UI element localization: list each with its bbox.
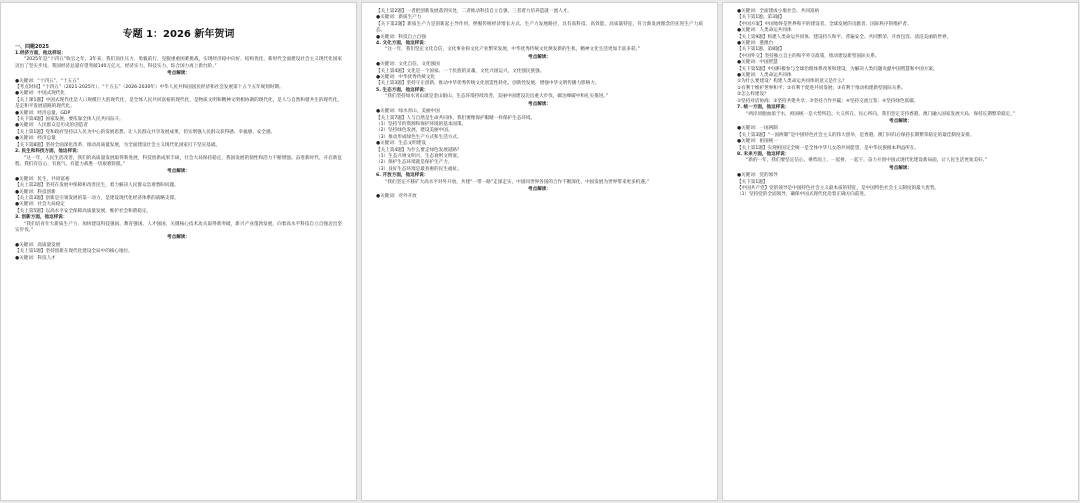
document-page-2: [361, 2, 718, 501]
keypoint-line: ●关键词：经济总量、GDP: [15, 110, 71, 116]
keypoint-line: ●关键词：港澳台: [737, 41, 774, 47]
keypoint-line: 【中国外交】坚持独立自主的和平外交政策，推动建设新型国际关系。: [737, 53, 880, 59]
keypoint-line: ①为什么要建设？构建人类命运共同体的意义是什么？: [737, 79, 847, 85]
keypoint-line: ●关键词：绿水青山、美丽中国: [376, 109, 440, 115]
question-heading: 3. 创新方面，他这样说：: [15, 215, 68, 221]
keypoint-line: ●关键词：生态文明建设: [376, 141, 426, 147]
keypoint-line: 【关上第4题】为什么要走绿色发展道路？: [376, 147, 462, 153]
keypoint-line: ●关键词：中国式现代化: [15, 91, 65, 97]
keypoint-line: 【关上第1题】党和政府坚持以人民为中心的发展思想，让人民群众共享发展成果，切实增强人民群众获得感、幸福感、安全感。: [15, 129, 276, 135]
keypoint-line: 【关下第4题】国家发展，要依靠全体人民共同奋斗。: [15, 117, 124, 123]
keypoint-line: ●关键词：高质量发展: [15, 242, 61, 248]
keypoint-line: 【关下第8题】坚持全面深化改革，推动高质量发展，为全面建设社会主义现代化国家打下坚实基础。: [15, 142, 221, 148]
keypoint-line: ●关键词：祖国统一: [737, 139, 778, 145]
quote-paragraph: “两岸同胞血浓于水，祖国统一是大势所趋、大义所在、民心所向。我们坚定支持香港、澳门融入国家发展大局，保持长期繁荣稳定。”: [746, 111, 1015, 117]
analysis-label: 考点解读：: [889, 118, 912, 124]
keypoint-line: （3）推动形成绿色生产方式和生活方式。: [376, 134, 462, 140]
keypoint-line: （3）良好生态环境是最普惠的民生福祉。: [376, 166, 462, 172]
keypoint-line: ●关键词：人类命运共同体: [737, 73, 792, 79]
question-heading: 5. 生态方面，他这样说：: [376, 87, 429, 93]
page-1-body: [15, 44, 342, 262]
question-heading: 4. 文化方面，他这样说：: [376, 41, 429, 47]
keypoint-line: 【中国方案】中国始终是世界和平的建设者、全球发展的贡献者、国际秩序的维护者。: [737, 21, 912, 27]
quote-paragraph: “我们坚持绿水青山就是金山银山，生态环境持续改善，美丽中国建设迈出重大步伐，碳达峰碳中和扎实推进。”: [385, 94, 608, 100]
quote-paragraph: “新的一年，我们要坚定信心、乘势而上，一起拼、一起干，奋力开创中国式现代化建设新局面，让人民生活更加美好。”: [746, 158, 988, 164]
analysis-label: 考点解读：: [889, 165, 912, 171]
keypoint-line: ●关键词：一国两制: [737, 126, 778, 132]
keypoint-line: 【关下第1题、第3题】: [737, 15, 785, 21]
keypoint-line: 【考点时间】“十四五”（2021-2025年）、“十五五”（2026-2030年）中华人民共和国国民经济和社会发展第十五个五年规划时期。: [15, 85, 284, 91]
document-page-3: [722, 2, 1079, 501]
question-heading: 6. 开放方面，他这样说：: [376, 173, 429, 179]
section-heading: 一、四题2025: [15, 44, 49, 50]
keypoint-line: ●关键词：“十四五”、“十五五”: [15, 78, 80, 84]
keypoint-line: 【关上第7题】人与自然是生命共同体，我们要像保护眼睛一样保护生态环境。: [376, 115, 536, 121]
keypoint-line: 【关上第4题】文化是一个国家、一个民族的灵魂，文化兴国运兴，文化强民族强。: [376, 68, 545, 74]
keypoint-line: 【关上第1题】坚持创新在现代化建设全局中的核心地位。: [15, 249, 133, 255]
keypoint-line: 【关下第1题】: [737, 179, 768, 185]
keypoint-line: 【关下第5题】中国积极参与全球治理体系改革和建设，为解决人类问题贡献中国智慧和中国方案。: [737, 66, 938, 72]
keypoint-line: ●关键词：全面建成小康社会、共同富裕: [737, 9, 820, 14]
question-heading: 2. 民生和科技方面，他这样说：: [15, 149, 82, 155]
page-3-body: [737, 9, 1064, 199]
page-2-body: [376, 9, 703, 201]
quote-paragraph: “这一年，人民生活改善，我们的高质量发展取得新进展，科技创新成果丰硕，社会大局保持稳定，我国发展的韧性和活力不断增强。奋进新时代、开启新征程，我们有信心、有底气、有能力战胜一切艰难险阻。”: [15, 155, 342, 167]
keypoint-line: ●关键词：文化自信，文化强国: [376, 62, 440, 68]
keypoint-line: （2）坚持绿色发展，建设美丽中国。: [376, 128, 453, 134]
keypoint-line: 【关上第3题】坚持守正创新，推动中华优秀传统文化创造性转化、创新性发展，增强中华文明传播力影响力。: [376, 81, 600, 87]
keypoint-line: 【关上第2题】一者把创新发展落到实处，二者推动科技自立自强，三者着力培养造就一流人才。: [376, 9, 572, 14]
keypoint-line: ●关键词：中华优秀传统文化: [376, 75, 436, 81]
analysis-label: 考点解读：: [167, 169, 190, 175]
document-title: 专题 1：2026 新年贺词: [122, 29, 235, 40]
keypoint-line: 【关上第5题】以高水平安全保障高质量发展，维护社会和谐稳定。: [15, 208, 152, 214]
keypoint-line: 【关上课1题】中国式现代化是人口规模巨大的现代化，是全体人民共同富裕的现代化，是物质文明和精神文明相协调的现代化，是人与自然和谐共生的现代化，是走和平发展道路的现代化。: [15, 97, 342, 110]
document-page-1: [0, 2, 357, 501]
keypoint-line: （1）生态兴则文明兴，生态衰则文明衰。: [376, 153, 462, 159]
keypoint-line: 【关上第2题】坚持在发展中保障和改善民生，着力解决人民群众急难愁盼问题。: [15, 183, 179, 189]
keypoint-line: 【中国共产党】党的领导是中国特色社会主义最本质的特征，是中国特色社会主义制度的最大优势。: [737, 185, 940, 191]
keypoint-line: ●关键词：对外开放: [376, 194, 417, 200]
keypoint-line: ●关键词：党的领导: [737, 173, 778, 179]
analysis-label: 考点解读：: [528, 54, 551, 60]
question-heading: 7. 统一方面，他这样说：: [737, 105, 790, 111]
keypoint-line: ●关键词：人类命运共同体: [737, 28, 792, 34]
keypoint-line: 【关上第3题】创新是引领发展的第一动力，是建设现代化经济体系的战略支撑。: [15, 195, 179, 201]
keypoint-line: ●关键词：科技自立自强: [376, 34, 426, 40]
keypoint-line: ②怎么样建设？: [737, 92, 769, 98]
keypoint-line: ①坚持对话协商；②坚持共建共享；③坚持合作共赢；④坚持交流互鉴；⑤坚持绿色低碳。: [737, 98, 919, 104]
analysis-label: 考点解读：: [528, 101, 551, 107]
quote-paragraph: “我们培育壮大新质生产力，加快建设科技强国、教育强国、人才强国，关键核心技术攻关取得新突破，新兴产业蓬勃发展，向着高水平科技自立自强迈出坚实步伐。”: [15, 221, 342, 233]
keypoint-line: 【关上第3题】“一国两制”是中国特色社会主义的伟大创举，是香港、澳门回归后保持长期繁荣稳定的最佳制度安排。: [737, 132, 975, 138]
keypoint-line: 【关上第1题】实现祖国完全统一是全体中华儿女的共同愿望，是中华民族根本利益所在。: [737, 145, 920, 151]
keypoint-line: （2）保护生态环境就是保护生产力。: [376, 160, 453, 166]
quote-paragraph: “2025年是“十四五”收官之年，3年来，我们顶住压力、勇毅前行，克服重重困难挑战，实现经济稳中向好、结构优化，新时代全面建设社会主义现代化国家迈出了坚实步伐。我国经济总量有望突破140万亿元，经济实力、科技实力、综合国力再上新台阶。”: [15, 57, 342, 69]
keypoint-line: ●关键词：社会大局稳定: [15, 202, 65, 208]
keypoint-line: ●关键词：中国智慧: [737, 60, 778, 66]
keypoint-line: 【关下第1题、第8题】: [737, 47, 785, 53]
analysis-label: 考点解读：: [167, 235, 190, 241]
keypoint-line: ●关键词：民生，共同富裕: [15, 176, 70, 182]
keypoint-line: 【关下第2题】新质生产力是创新起主导作用，摆脱传统经济增长方式、生产力发展路径，具有高科技、高效能、高质量特征，符合新发展理念的先进生产力质态。: [376, 21, 703, 34]
keypoint-line: ●关键词：新质生产力: [376, 15, 422, 21]
quote-paragraph: “我们坚定不移扩大高水平对外开放，共建“一带一路”走深走实，中国同世界各国的合作不断深化，中国发展为世界带来更多机遇。”: [385, 179, 650, 185]
question-heading: 1.经济方面，他这样说：: [15, 51, 66, 56]
analysis-label: 考点解读：: [167, 71, 190, 77]
keypoint-line: （1）坚持党的全面领导，确保中国式现代化沿着正确方向前进。: [737, 192, 869, 198]
keypoint-line: 【关上第9题】构建人类命运共同体，建设持久和平、普遍安全、共同繁荣、开放包容、清洁美丽的世界。: [737, 34, 952, 40]
keypoint-line: （1）坚持节约资源和保护环境的基本国策。: [376, 121, 467, 127]
analysis-label: 考点解读：: [528, 186, 551, 192]
question-heading: 8. 未来方面，他这样说：: [737, 151, 790, 157]
keypoint-line: ●关键词：科技人才: [15, 255, 56, 261]
keypoint-line: ●关键词：科技创新: [15, 189, 56, 195]
keypoint-line: ①有利于维护世界和平；②有利于促进共同发展；③有利于推动构建新型国际关系。: [737, 85, 906, 91]
quote-paragraph: “这一年，我们坚定文化自信，文化事业和文化产业繁荣发展，中华优秀传统文化焕发新的生机，精神文化生活更加丰富多彩。”: [385, 47, 641, 53]
keypoint-line: ●关键词：经济总量: [15, 136, 56, 142]
keypoint-line: ●关键词：人民群众是历史的创造者: [15, 123, 88, 129]
